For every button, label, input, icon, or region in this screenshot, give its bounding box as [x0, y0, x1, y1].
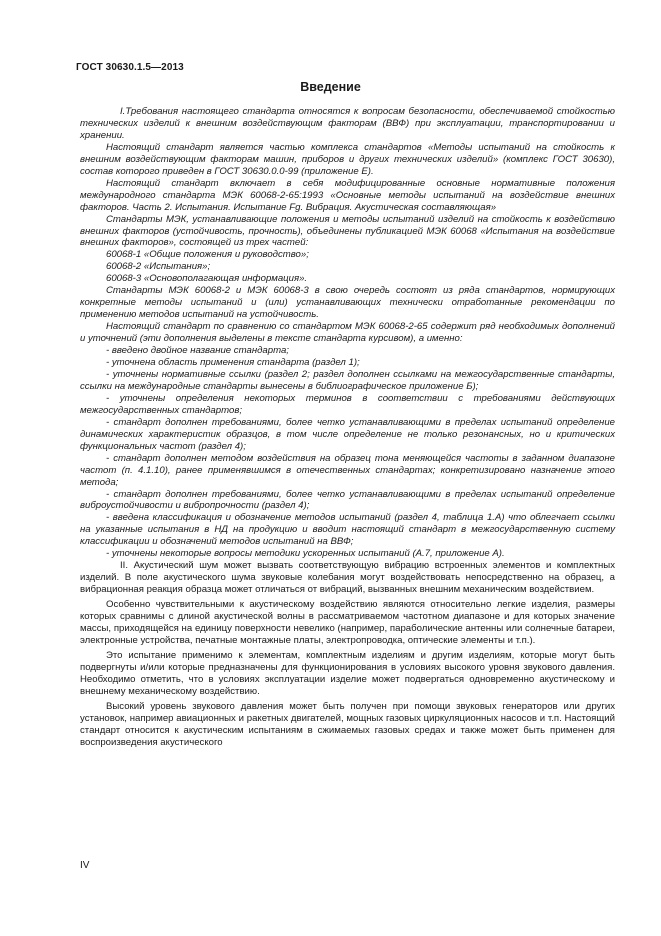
list-item: - введено двойное название стандарта;	[106, 345, 289, 357]
list-item: - стандарт дополнен требованиями, более четко устанавливающими в пределах испытаний определение динамических характеристик образцов, в том числе определение не только резонансных, но и критических функциональных частот (раздел 4);	[80, 416, 615, 452]
paragraph: Настоящий стандарт является частью комплекса стандартов «Методы испытаний на стойкость к внешним воздействующим факторам машин, приборов и других технических изделий» (комплекс ГОСТ 30630), состав которого приведен в ГОСТ 30630.0.0-99 (приложение Е).	[80, 141, 615, 177]
paragraph: 60068-1 «Общие положения и руководство»;	[106, 249, 309, 261]
paragraph: 60068-3 «Основополагающая информация».	[106, 273, 308, 285]
list-item: - уточнены нормативные ссылки (раздел 2; раздел дополнен ссылками на межгосударственные стандарты, ссылки на международные стандарты вынесены в библиографическое приложение Б);	[80, 368, 615, 392]
paragraph: I.Требования настоящего стандарта относятся к вопросам безопасности, обеспечиваемой стойкостью технических изделий к внешним воздействующим факторам (ВВФ) при эксплуатации, транспортировании и хранении.	[80, 106, 615, 141]
paragraph: 60068-2 «Испытания»;	[106, 261, 211, 273]
paragraph: Стандарты МЭК, устанавливающие положения и методы испытаний изделий на стойкость к воздействию внешних факторов (устойчивость, прочность), объединены публикацией МЭК 60068 «Испытания на воздействие внешних факторов», состоящей из трех частей:	[80, 213, 615, 249]
document-body	[80, 106, 615, 749]
paragraph: Высокий уровень звукового давления может быть получен при помощи звуковых генераторов или других установок, например авиационных и ракетных двигателей, мощных газовых циркуляционных насосов и т.п. Настоящий стандарт относится к акустическим испытаниям в сжимаемых газовых средах и также может быть применен для воспроизведения акустического	[80, 700, 615, 748]
list-item: - уточнена область применения стандарта (раздел 1);	[106, 357, 360, 369]
section-title: Введение	[300, 80, 361, 94]
paragraph: Особенно чувствительными к акустическому воздействию являются относительно легкие изделия, размеры которых сравнимы с длиной акустической волны в рассматриваемом частотном диапазоне и для которых значение массы, приходящейся на единицу поверхности невелико (например, параболические антенны или солнечные батареи, электронные устройства, печатные монтажные платы, электропроводка, оптические элементы и т.п.).	[80, 599, 615, 646]
standard-header: ГОСТ 30630.1.5—2013	[76, 62, 184, 73]
paragraph: Настоящий стандарт включает в себя модифицированные основные нормативные положения международного стандарта МЭК 60068-2-65:1993 «Основные методы испытаний на воздействие внешних факторов. Часть 2. Испытания. Испытание Fg. Вибрация. Акустическая составляющая»	[80, 177, 615, 213]
list-item: - уточнены некоторые вопросы методики ускоренных испытаний (А.7, приложение А).	[106, 548, 505, 560]
list-item: - уточнены определения некоторых терминов в соответствии с требованиями действующих межгосударственных стандартов;	[80, 392, 615, 416]
page-number: IV	[80, 860, 90, 871]
list-item: - стандарт дополнен требованиями, более четко устанавливающими в пределах испытаний определение виброустойчивости и вибропрочности (раздел 4);	[80, 488, 615, 512]
paragraph: Настоящий стандарт по сравнению со стандартом МЭК 60068-2-65 содержит ряд необходимых дополнений и уточнений (эти дополнения выделены в тексте стандарта курсивом), а именно:	[80, 321, 615, 345]
paragraph: Это испытание применимо к элементам, комплектным изделиям и другим изделиям, которые могут быть подвергнуты и/или которые предназначены для функционирования в условиях высокого уровня звукового давления. Необходимо отметить, что в условиях эксплуатации изделие может подвергаться одновременно акустическому и внешнему механическому воздействию.	[80, 649, 615, 697]
list-item: - стандарт дополнен методом воздействия на образец тона меняющейся частоты в заданном диапазоне частот (п. 4.1.10), ранее применявшимся в отечественных стандартах; конкретизировано назначение этого метода;	[80, 452, 615, 488]
paragraph: II. Акустический шум может вызвать соответствующую вибрацию встроенных элементов и комплектных изделий. В поле акустического шума звуковые колебания могут воздействовать непосредственно на образец, а вибрационная реакция образца может отличаться от вибраций, вызванных внешним механическим воздействием.	[80, 560, 615, 596]
paragraph: Стандарты МЭК 60068-2 и МЭК 60068-3 в свою очередь состоят из ряда стандартов, нормирующих конкретные методы испытаний и (или) устанавливающих технически отработанные рекомендации по применению методов испытаний на устойчивость.	[80, 285, 615, 321]
list-item: - введена классификация и обозначение методов испытаний (раздел 4, таблица 1.А) что облегчает ссылки на указанные испытания в НД на продукцию и вводит настоящий стандарт в межгосударственную систему классификации и обозначений методов испытаний на ВВФ;	[80, 512, 615, 548]
